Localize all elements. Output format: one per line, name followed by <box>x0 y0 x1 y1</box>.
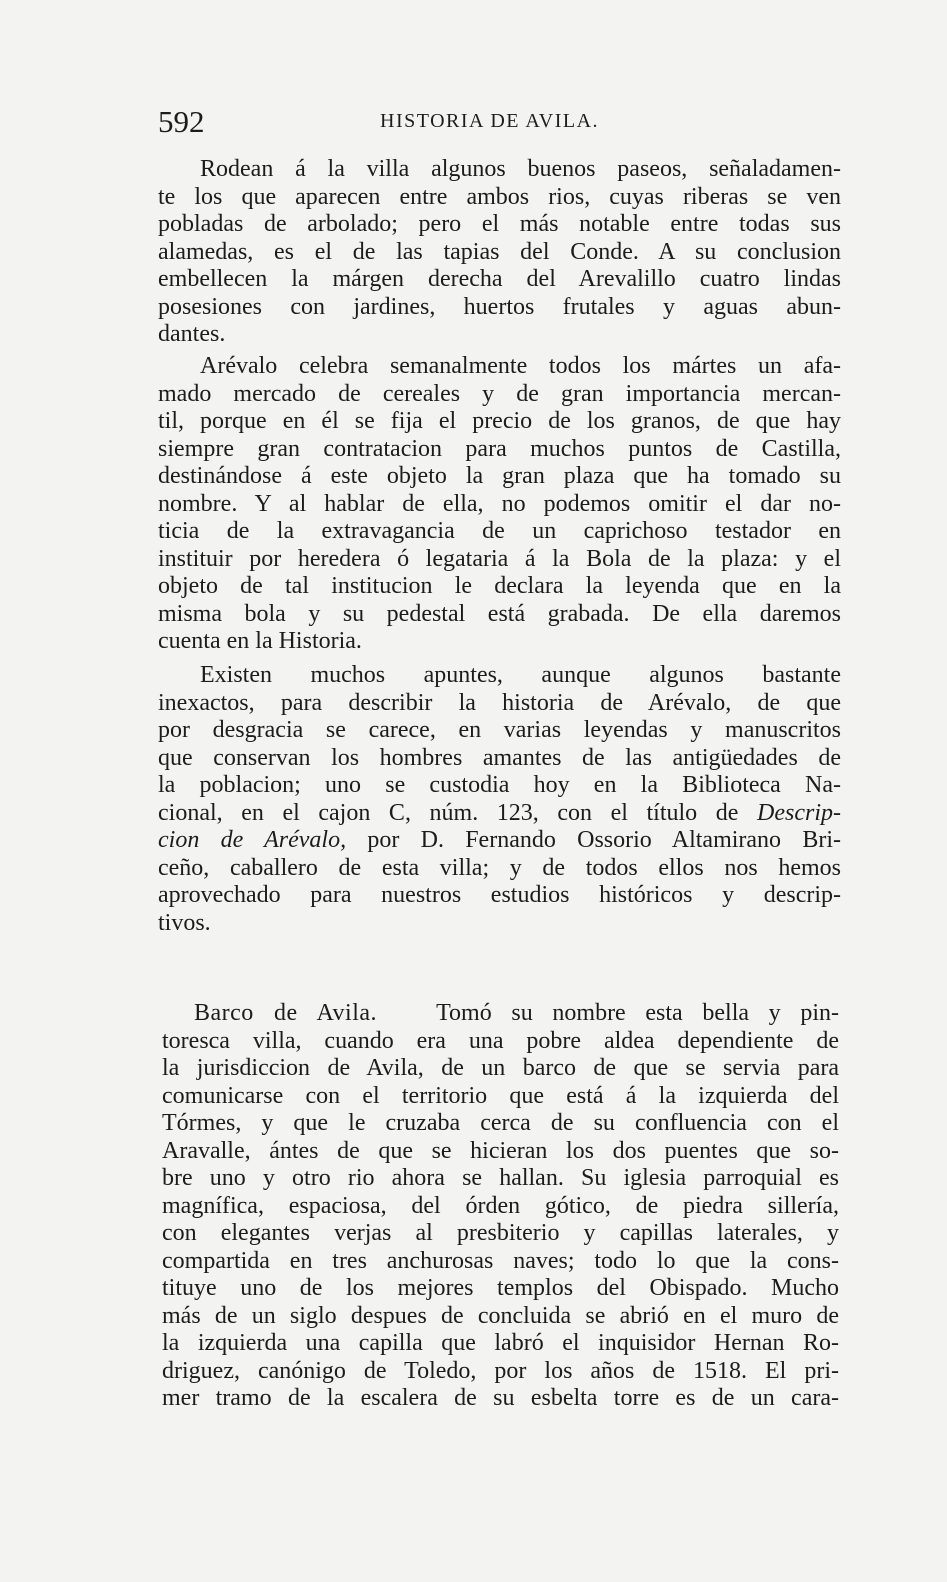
text-line: dantes. <box>158 321 226 347</box>
text-line: posesiones con jardines, huertos frutales y aguas abun- <box>158 293 841 320</box>
manuscript-title-end: cion de Arévalo, <box>158 827 347 853</box>
page-header <box>158 104 838 144</box>
text-line: cuenta en la Historia. <box>158 628 362 654</box>
text-run: por D. Fernando Ossorio Altamirano Bri- <box>346 827 841 853</box>
text-line: destinándose á este objeto la gran plaza que ha tomado su <box>158 463 841 489</box>
text-run: Tomó su nombre esta bella y pin- <box>436 1000 840 1026</box>
text-line: que conservan los hombres amantes de las antigüedades de <box>158 744 841 771</box>
text-line: pobladas de arbolado; pero el más notable entre todas sus <box>158 211 841 237</box>
text-line: magnífica, espaciosa, del órden gótico, de piedra sillería, <box>162 1192 839 1219</box>
text-line: siempre gran contratacion para muchos puntos de Castilla, <box>158 435 841 462</box>
text-line: la jurisdiccion de Avila, de un barco de que se servia para <box>162 1055 839 1081</box>
text-line: comunicarse con el territorio que está á la izquierda del <box>162 1082 839 1109</box>
text-line: te los que aparecen entre ambos rios, cuyas riberas se ven <box>158 183 841 210</box>
text-line: Tórmes, y que le cruzaba cerca de su confluencia con el <box>162 1110 839 1136</box>
text-line: til, porque en él se fija el precio de los granos, de que hay <box>158 408 841 434</box>
text-line: con elegantes verjas al presbiterio y capillas laterales, y <box>162 1220 839 1246</box>
text-line <box>158 800 841 828</box>
text-line: bre uno y otro rio ahora se hallan. Su iglesia parroquial es <box>162 1165 839 1191</box>
text-line: por desgracia se carece, en varias leyendas y manuscritos <box>158 717 841 743</box>
text-line: embellecen la márgen derecha del Arevalillo cuatro lindas <box>158 266 841 292</box>
running-head: HISTORIA DE AVILA. <box>380 110 600 132</box>
text-line: la poblacion; uno se custodia hoy en la Biblioteca Na- <box>158 772 841 798</box>
text-line: instituir por heredera ó legataria á la Bola de la plaza: y el <box>158 545 841 572</box>
text-line: alamedas, es el de las tapias del Conde. A su conclusion <box>158 238 841 265</box>
page-number: 592 <box>158 104 205 139</box>
text-line: driguez, canónigo de Toledo, por los años de 1518. El pri- <box>162 1357 839 1384</box>
text-line: Arévalo celebra semanalmente todos los mártes un afa- <box>200 353 841 379</box>
text-line: ticia de la extravagancia de un caprichoso testador en <box>158 518 841 544</box>
text-line: objeto de tal institucion le declara la leyenda que en la <box>158 573 841 599</box>
text-line: ceño, caballero de esta villa; y de todos ellos nos hemos <box>158 854 841 881</box>
paragraph-market <box>158 353 841 656</box>
text-line: mer tramo de la escalera de su esbelta torre es de un cara- <box>162 1385 839 1411</box>
paragraph-sources <box>158 662 841 937</box>
text-line <box>158 827 841 855</box>
manuscript-title-start: Descrip- <box>757 799 842 826</box>
text-line: tivos. <box>158 909 211 936</box>
section-barco-de-avila <box>162 1000 839 1413</box>
paragraph-promenades <box>158 156 841 349</box>
text-line: nombre. Y al hablar de ella, no podemos omitir el dar no- <box>158 490 841 517</box>
text-line: toresca villa, cuando era una pobre aldea dependiente de <box>162 1027 839 1054</box>
text-line: compartida en tres anchurosas naves; todo lo que la cons- <box>162 1247 839 1274</box>
text-line: Rodean á la villa algunos buenos paseos, señaladamen- <box>200 156 841 182</box>
section-heading: Barco de Avila. <box>194 1000 378 1026</box>
text-line: inexactos, para describir la historia de Arévalo, de que <box>158 689 841 716</box>
text-line: tituye uno de los mejores templos del Obispado. Mucho <box>162 1275 839 1301</box>
text-line: la izquierda una capilla que labró el inquisidor Hernan Ro- <box>162 1330 839 1356</box>
text-line: Existen muchos apuntes, aunque algunos bastante <box>200 662 841 688</box>
text-line: misma bola y su pedestal está grabada. De ella daremos <box>158 600 841 627</box>
text-line: Aravalle, ántes de que se hicieran los dos puentes que so- <box>162 1137 839 1164</box>
text-line: mado mercado de cereales y de gran importancia mercan- <box>158 380 841 407</box>
text-line: más de un siglo despues de concluida se abrió en el muro de <box>162 1302 839 1329</box>
text-line <box>162 1000 839 1028</box>
text-line: aprovechado para nuestros estudios históricos y descrip- <box>158 882 841 908</box>
text-run: cional, en el cajon C, núm. 123, con el título de <box>158 799 739 826</box>
